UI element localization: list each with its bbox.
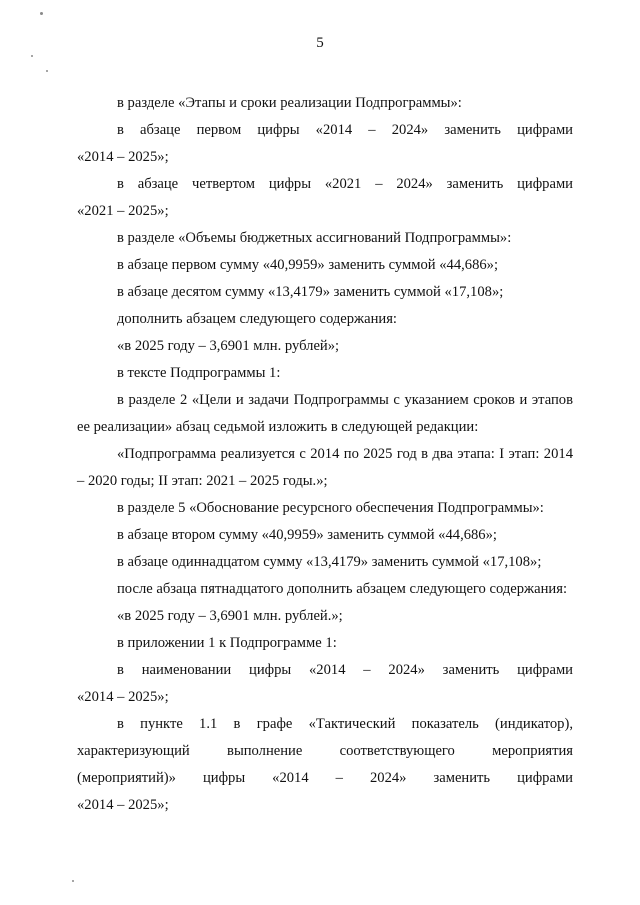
paragraph: в разделе 5 «Обоснование ресурсного обеспечения Подпрограммы»: [117, 500, 544, 516]
scan-speck [40, 12, 43, 15]
paragraph: «Подпрограмма реализуется с 2014 по 2025 год в два этапа: I этап: 2014 – 2020 годы; II этап: 2021 – 2025 годы.»; [77, 446, 573, 489]
paragraph: дополнить абзацем следующего содержания: [117, 311, 397, 327]
paragraph: в тексте Подпрограммы 1: [117, 365, 281, 381]
scan-speck [46, 70, 48, 72]
paragraph: в разделе «Этапы и сроки реализации Подпрограммы»: [117, 95, 462, 111]
paragraph: в абзаце одиннадцатом сумму «13,4179» заменить суммой «17,108»; [117, 554, 542, 570]
paragraph: в приложении 1 к Подпрограмме 1: [117, 635, 337, 651]
paragraph: в абзаце десятом сумму «13,4179» заменить суммой «17,108»; [117, 284, 504, 300]
document-body [77, 90, 573, 819]
paragraph: в абзаце втором сумму «40,9959» заменить суммой «44,686»; [117, 527, 497, 543]
paragraph: в абзаце первом сумму «40,9959» заменить суммой «44,686»; [117, 257, 499, 273]
paragraph: «в 2025 году – 3,6901 млн. рублей.»; [117, 608, 343, 624]
paragraph: в разделе «Объемы бюджетных ассигнований Подпрограммы»: [117, 230, 512, 246]
paragraph: «2014 – 2025»; [77, 149, 169, 165]
page-number: 5 [316, 35, 324, 51]
paragraph: «2014 – 2025»; [77, 689, 169, 705]
paragraph: после абзаца пятнадцатого дополнить абзацем следующего содержания: [117, 581, 567, 597]
paragraph: в пункте 1.1 в графе «Тактический показатель (индикатор), характеризующий выполнение соответствующего мероприятия (мероприятий)» цифры «2014 – 2024» заменить цифрами [77, 716, 573, 786]
paragraph: «2014 – 2025»; [77, 797, 169, 813]
paragraph: в абзаце первом цифры «2014 – 2024» заменить цифрами [117, 122, 573, 138]
paragraph: «в 2025 году – 3,6901 млн. рублей»; [117, 338, 340, 354]
paragraph: в наименовании цифры «2014 – 2024» заменить цифрами [117, 662, 573, 678]
scan-speck [31, 55, 33, 57]
paragraph: в разделе 2 «Цели и задачи Подпрограммы с указанием сроков и этапов ее реализации» абзац седьмой изложить в следующей редакции: [77, 392, 573, 435]
paragraph: в абзаце четвертом цифры «2021 – 2024» заменить цифрами [117, 176, 573, 192]
paragraph: «2021 – 2025»; [77, 203, 169, 219]
scan-speck [72, 880, 74, 882]
